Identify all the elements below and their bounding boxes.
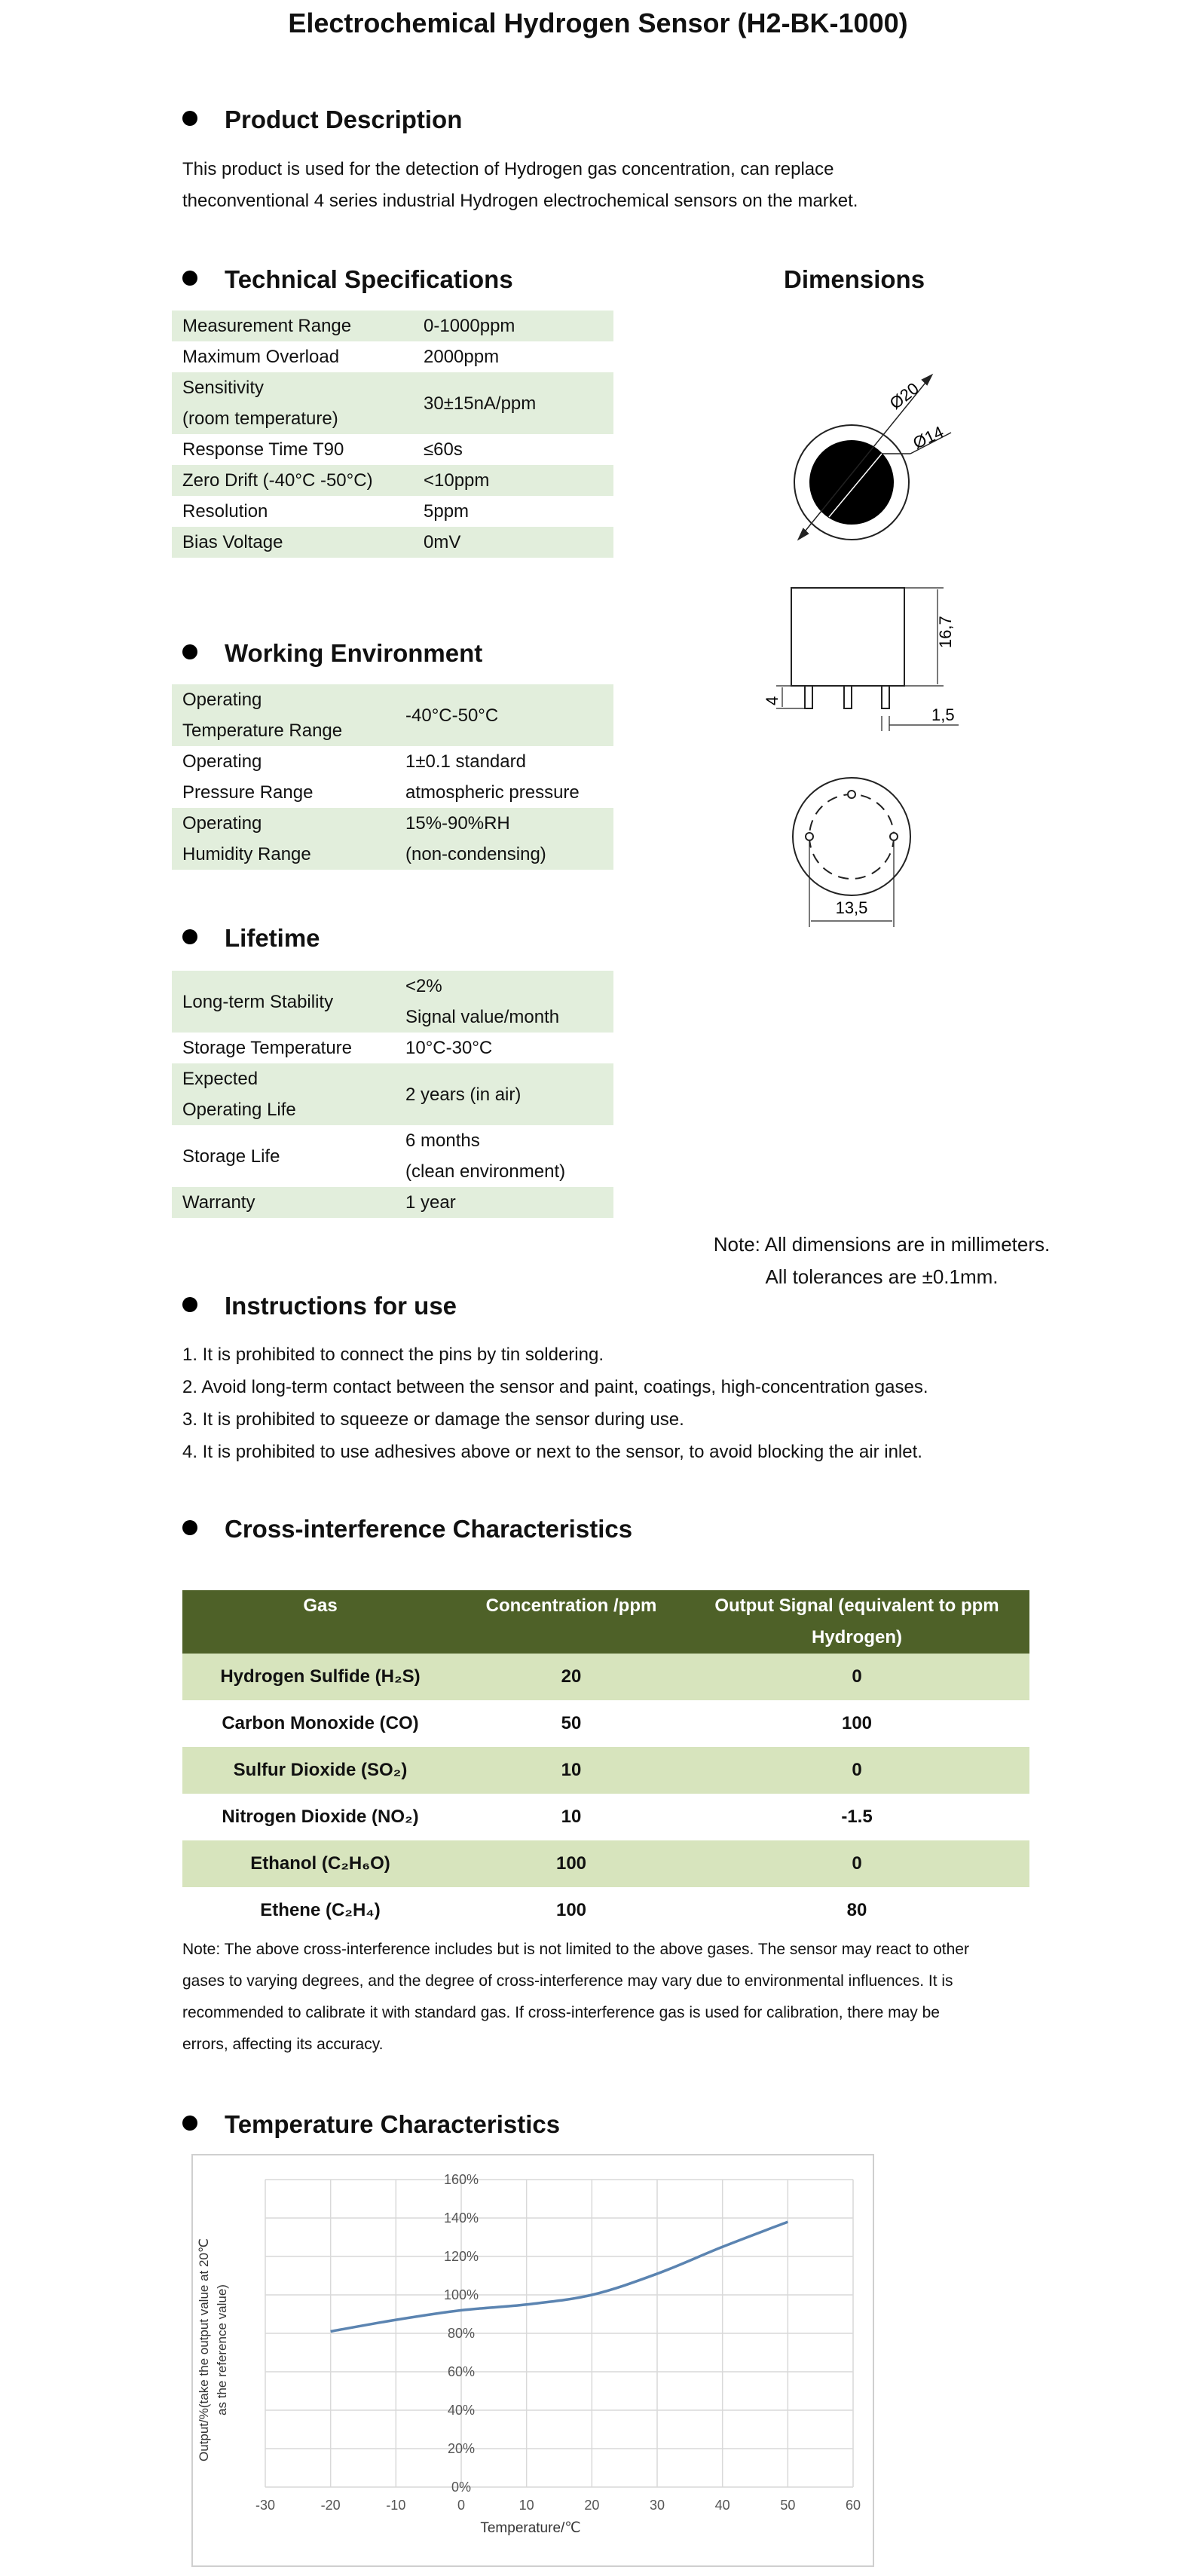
top-view-drawing [794, 375, 951, 540]
cross-interference-table [182, 1590, 1029, 1934]
lifetime-heading: Lifetime [182, 924, 320, 953]
chart-y-tick-label: 0% [451, 2480, 472, 2495]
chart-x-tick-label: -30 [255, 2498, 276, 2513]
chart-y-axis-label: as the reference value) [215, 2284, 229, 2415]
bullet-icon [182, 644, 197, 659]
table-row: Sulfur Dioxide (SO₂) 10 0 [182, 1747, 1029, 1794]
page-title: Electrochemical Hydrogen Sensor (H2-BK-1000) [288, 8, 908, 38]
environment-table [172, 684, 613, 870]
chart-y-tick-label: 120% [443, 2249, 479, 2264]
chart-x-tick-label: 60 [845, 2498, 861, 2513]
chart-x-tick-label: 30 [649, 2498, 665, 2513]
table-row: Warranty 1 year [172, 1187, 613, 1218]
dimension-drawing [754, 354, 995, 927]
table-row: Maximum Overload 2000ppm [182, 347, 500, 367]
bullet-icon [182, 1297, 197, 1312]
table-row: Operating Temperature Range -40°C-50°C [172, 684, 613, 746]
temperature-chart-frame [191, 2154, 874, 2567]
table-row: Ethanol (C₂H₆O) 100 0 [182, 1840, 1029, 1887]
outer-diameter-label: Ø20 [886, 378, 922, 413]
description-line: theconventional 4 series industrial Hydrogen electrochemical sensors on the market. [182, 191, 858, 211]
table-row: Nitrogen Dioxide (NO₂) 10 -1.5 [222, 1807, 873, 1827]
table-row: Sensitivity (room temperature) 30±15nA/ppm [172, 372, 613, 434]
pin-diameter-label: 1,5 [931, 705, 955, 724]
table-row: Ethene (C₂H₄) 100 80 [260, 1900, 867, 1920]
table-row: Operating Humidity Range 15%-90%RH (non-condensing) [172, 808, 613, 870]
table-row: Long-term Stability <2% Signal value/month [172, 971, 613, 1033]
list-item: 3. It is prohibited to squeeze or damage the sensor during use. [182, 1409, 684, 1430]
chart-x-tick-label: 10 [518, 2498, 534, 2513]
table-header-row [182, 1590, 1029, 1654]
chart-series-line [331, 2222, 788, 2331]
cross-interference-heading: Cross-interference Characteristics [182, 1515, 632, 1543]
chart-y-tick-label: 100% [443, 2287, 479, 2302]
chart-x-tick-label: 40 [714, 2498, 730, 2513]
chart-x-tick-label: 0 [457, 2498, 466, 2513]
temperature-chart [193, 2155, 873, 2565]
pin-spacing-label: 13,5 [835, 898, 868, 917]
chart-y-tick-label: 140% [443, 2210, 479, 2226]
table-row: Expected Operating Life 2 years (in air) [172, 1063, 613, 1125]
technical-specifications-heading: Technical Specifications [182, 265, 513, 294]
chart-x-tick-label: 20 [584, 2498, 600, 2513]
chart-y-tick-label: 160% [443, 2172, 479, 2187]
description-line: This product is used for the detection of Hydrogen gas concentration, can replace [182, 159, 834, 179]
lifetime-table [172, 971, 613, 1218]
chart-y-tick-label: 80% [447, 2326, 476, 2341]
table-row: Hydrogen Sulfide (H₂S) 20 0 [182, 1654, 1029, 1700]
chart-x-tick-label: 50 [780, 2498, 796, 2513]
inner-diameter-label: Ø14 [910, 422, 947, 453]
chart-y-tick-label: 20% [447, 2441, 476, 2456]
table-row: Storage Life 6 months (clean environment) [182, 1130, 566, 1182]
chart-grid [265, 2180, 853, 2487]
pin-length-label: 4 [763, 696, 782, 705]
table-header: Gas [182, 1590, 458, 1654]
table-row: Bias Voltage 0mV [172, 527, 613, 558]
chart-x-axis-label: Temperature/℃ [480, 2520, 581, 2536]
bullet-icon [182, 929, 197, 944]
table-header: Output Signal (equivalent to ppm Hydrogen) [684, 1590, 1029, 1654]
table-row: Zero Drift (-40°C -50°C) <10ppm [172, 465, 613, 496]
bullet-icon [182, 2116, 197, 2131]
table-row: Carbon Monoxide (CO) 50 100 [222, 1713, 873, 1733]
working-environment-heading: Working Environment [182, 639, 482, 668]
height-label: 16,7 [936, 616, 955, 648]
instructions-heading: Instructions for use [182, 1292, 457, 1320]
chart-y-tick-label: 60% [447, 2364, 476, 2379]
dimensions-heading: Dimensions [784, 265, 925, 293]
bullet-icon [182, 111, 197, 126]
chart-y-tick-label: 40% [447, 2403, 476, 2418]
table-row: Response Time T90 ≤60s [182, 439, 463, 460]
table-row: Operating Pressure Range 1±0.1 standard atmospheric pressure [182, 751, 580, 803]
bullet-icon [182, 1520, 197, 1535]
table-row: Measurement Range 0-1000ppm [172, 311, 613, 341]
product-description-text [182, 154, 1049, 217]
chart-x-tick-label: -20 [320, 2498, 341, 2513]
list-item: 1. It is prohibited to connect the pins by tin soldering. [182, 1345, 604, 1365]
spec-table [172, 311, 613, 558]
table-row: Storage Temperature 10°C-30°C [182, 1038, 493, 1058]
list-item: 4. It is prohibited to use adhesives above or next to the sensor, to avoid blocking the air inlet. [182, 1442, 922, 1462]
chart-y-axis-label: Output/%(take the output value at 20℃ [197, 2238, 211, 2461]
product-description-heading: Product Description [182, 106, 462, 134]
list-item: 2. Avoid long-term contact between the sensor and paint, coatings, high-concentration gases. [182, 1377, 928, 1397]
instructions-list [182, 1338, 1087, 1468]
dimensions-note: Note: All dimensions are in millimeters. All tolerances are ±0.1mm. [713, 1233, 1051, 1288]
chart-ticks [255, 2172, 861, 2513]
temperature-characteristics-heading: Temperature Characteristics [182, 2110, 560, 2139]
cross-interference-note: Note: The above cross-interference includes but is not limited to the above gases. The sensor may react to other gases to varying degrees, and the degree of cross-interference may vary due to environmental influences. It is recommended to calibrate it with standard gas. If cross-interference gas is used for calibration, there may be errors, affecting its accuracy. [182, 1941, 969, 2053]
table-header: Concentration /ppm [458, 1590, 684, 1654]
table-row: Resolution 5ppm [182, 501, 470, 522]
bullet-icon [182, 271, 197, 286]
chart-x-tick-label: -10 [386, 2498, 406, 2513]
